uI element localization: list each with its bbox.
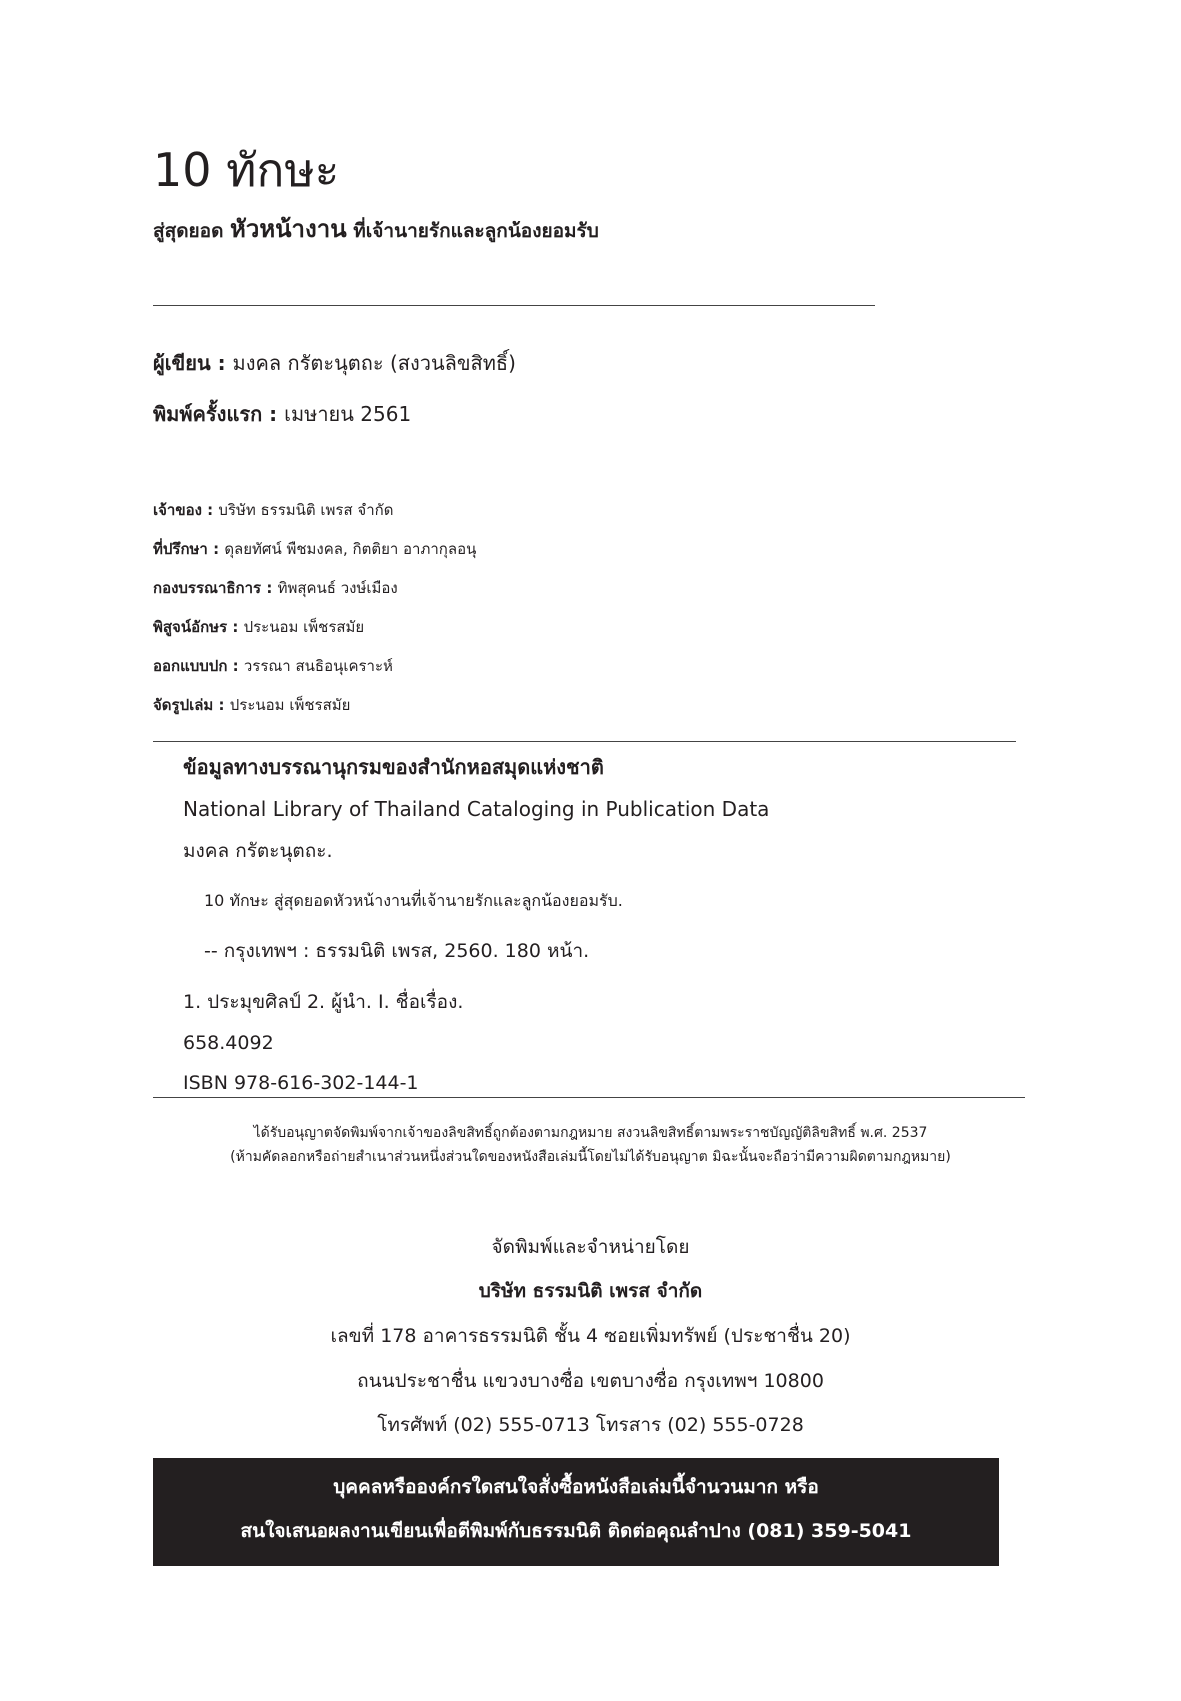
- first-print-label: พิมพ์ครั้งแรก :: [153, 402, 285, 426]
- credit-label: ที่ปรึกษา :: [153, 540, 225, 558]
- catalog-imprint: -- กรุงเทพฯ : ธรรมนิติ เพรส, 2560. 180 หน้า.: [204, 940, 590, 962]
- catalog-author: มงคล กรัตะนุตถะ.: [183, 840, 333, 862]
- credit-value: วรรณา สนธิอนุเคราะห์: [243, 657, 393, 675]
- credit-label: กองบรรณาธิการ :: [153, 579, 278, 597]
- credit-value: ดุลยทัศน์ พืชมงคล, กิตติยา อาภากุลอนุ: [224, 540, 477, 558]
- credit-value: บริษัท ธรรมนิติ เพรส จำกัด: [218, 501, 394, 519]
- author-label: ผู้เขียน :: [153, 351, 233, 375]
- publisher-name: บริษัท ธรรมนิติ เพรส จำกัด: [478, 1280, 703, 1302]
- credit-label: ออกแบบปก :: [153, 657, 244, 675]
- title-divider: [153, 305, 875, 306]
- legal-notice-line1: ได้รับอนุญาตจัดพิมพ์จากเจ้าของลิขสิทธิ์ถูกต้องตามกฎหมาย สงวนลิขสิทธิ์ตามพระราชบัญญัติลิขสิทธิ์ พ.ศ. 2537: [253, 1125, 928, 1141]
- credit-label: จัดรูปเล่ม :: [153, 696, 230, 714]
- publisher-contact: โทรศัพท์ (02) 555-0713 โทรสาร (02) 555-0728: [377, 1414, 804, 1436]
- catalog-heading-en: National Library of Thailand Cataloging in Publication Data: [183, 797, 770, 821]
- credit-proofreader: [153, 616, 364, 638]
- catalog-title: 10 ทักษะ สู่สุดยอดหัวหน้างานที่เจ้านายรักและลูกน้องยอมรับ.: [204, 891, 623, 910]
- subtitle-pre: สู่สุดยอด: [153, 220, 231, 242]
- author-line: [153, 348, 516, 378]
- banner-line1: บุคคลหรือองค์กรใดสนใจสั่งซื้อหนังสือเล่มนี้จำนวนมาก หรือ: [333, 1476, 819, 1498]
- credit-editorial: [153, 577, 398, 599]
- book-subtitle: [153, 214, 599, 246]
- catalog-bottom-rule: [153, 1097, 1025, 1098]
- credit-value: ทิพสุคนธ์ วงษ์เมือง: [277, 579, 398, 597]
- publisher-address-line1: เลขที่ 178 อาคารธรรมนิติ ชั้น 4 ซอยเพิ่มทรัพย์ (ประชาชื่น 20): [330, 1325, 851, 1347]
- bulk-order-banner: [153, 1458, 999, 1566]
- catalog-classification: 658.4092: [183, 1032, 274, 1054]
- subtitle-emphasis: หัวหน้างาน: [230, 215, 347, 243]
- catalog-subjects: 1. ประมุขศิลป์ 2. ผู้นำ. I. ชื่อเรื่อง.: [183, 991, 464, 1013]
- credit-value: ประนอม เพ็ชรสมัย: [243, 618, 365, 636]
- publisher-label: จัดพิมพ์และจำหน่ายโดย: [491, 1236, 690, 1258]
- first-print-value: เมษายน 2561: [284, 402, 412, 426]
- catalog-top-rule: [153, 741, 1016, 742]
- credit-value: ประนอม เพ็ชรสมัย: [229, 696, 351, 714]
- credit-cover-design: [153, 655, 393, 677]
- legal-notice-line2: (ห้ามคัดลอกหรือถ่ายสำเนาส่วนหนึ่งส่วนใดของหนังสือเล่มนี้โดยไม่ได้รับอนุญาต มิฉะนั้นจะถือว่ามีความผิดตามกฎหมาย): [230, 1149, 951, 1165]
- book-title: 10 ทักษะ: [153, 143, 340, 197]
- credit-layout: [153, 694, 350, 716]
- publisher-address-line2: ถนนประชาชื่น แขวงบางซื่อ เขตบางซื่อ กรุงเทพฯ 10800: [357, 1370, 824, 1392]
- subtitle-post: ที่เจ้านายรักและลูกน้องยอมรับ: [346, 220, 599, 242]
- credit-advisor: [153, 538, 476, 560]
- catalog-isbn: ISBN 978-616-302-144-1: [183, 1072, 419, 1094]
- banner-line2: สนใจเสนอผลงานเขียนเพื่อตีพิมพ์กับธรรมนิติ ติดต่อคุณลำปาง (081) 359-5041: [240, 1520, 912, 1542]
- credit-label: พิสูจน์อักษร :: [153, 618, 244, 636]
- credit-label: เจ้าของ :: [153, 501, 219, 519]
- catalog-heading-th: ข้อมูลทางบรรณานุกรมของสำนักหอสมุดแห่งชาติ: [183, 755, 604, 779]
- credit-owner: [153, 499, 393, 521]
- author-value: มงคล กรัตะนุตถะ (สงวนลิขสิทธิ์): [232, 351, 516, 375]
- first-print-line: [153, 399, 411, 429]
